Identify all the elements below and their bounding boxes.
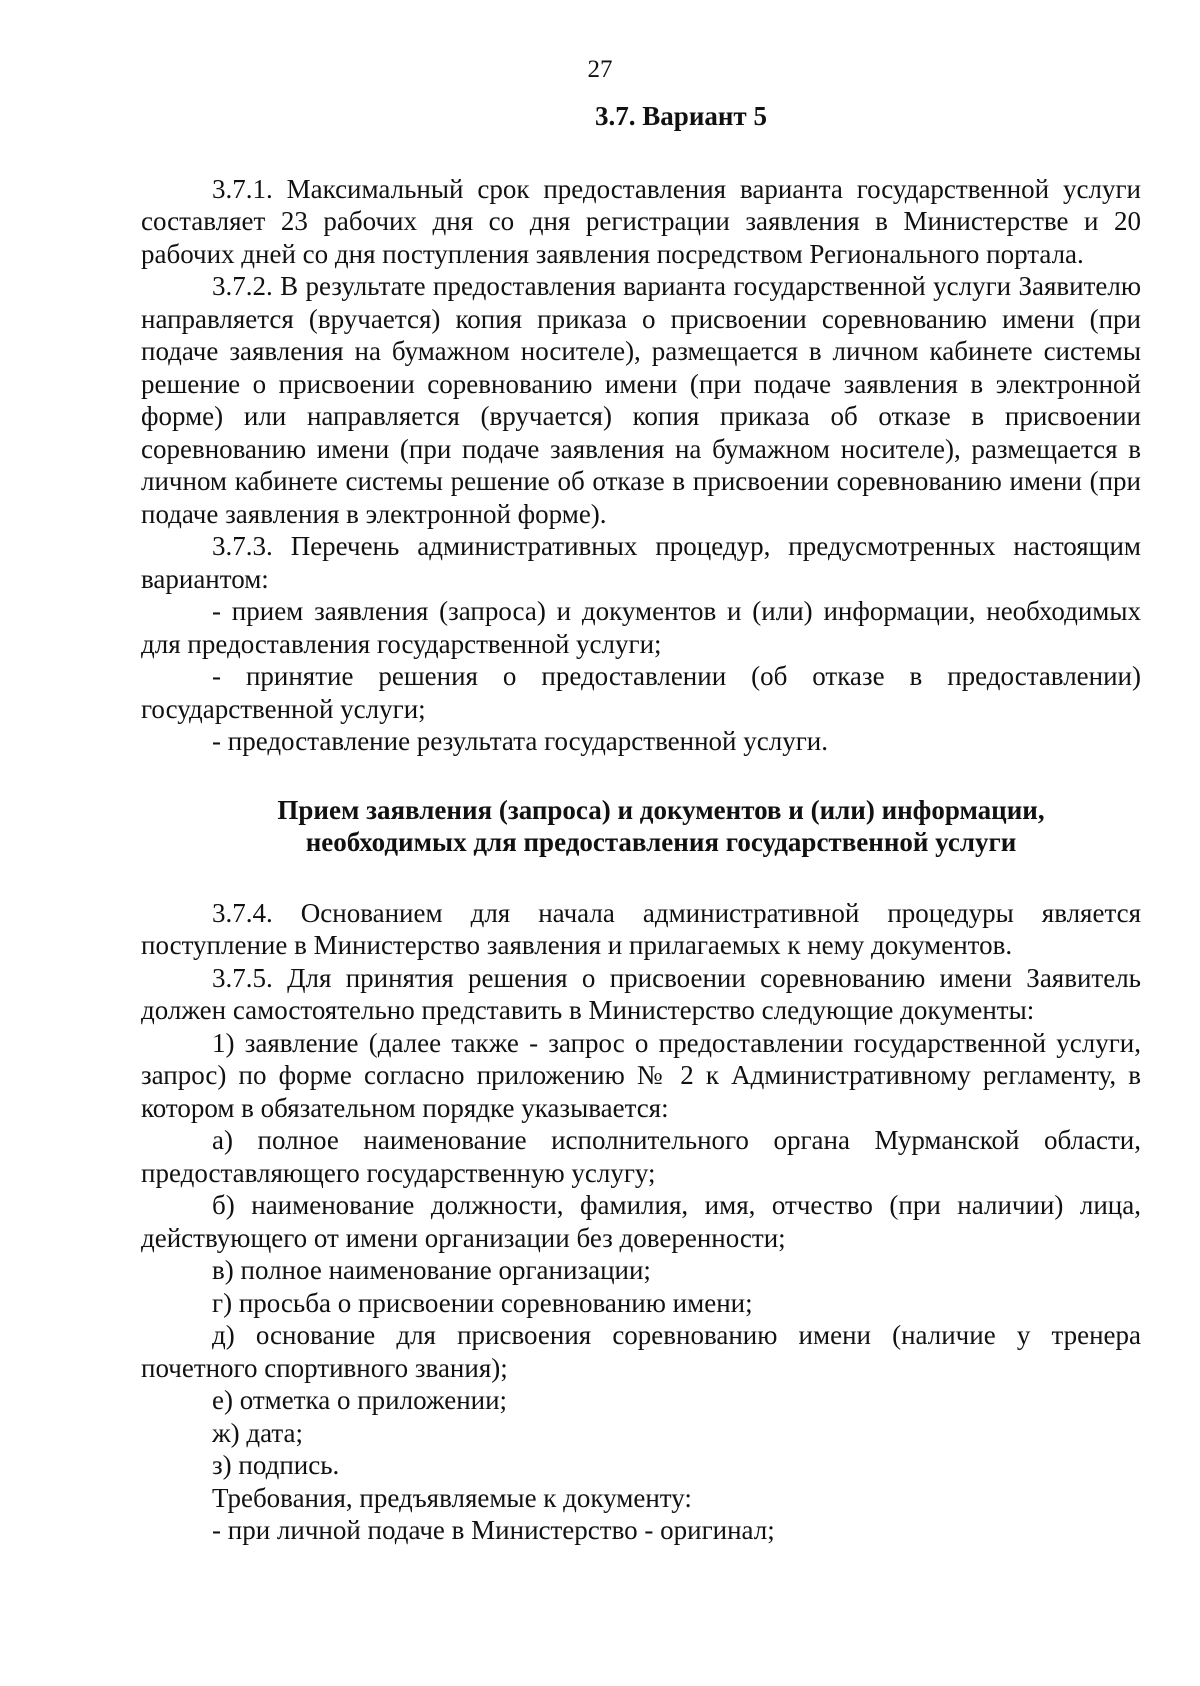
list-item-z: з) подпись.: [212, 1450, 340, 1480]
page-content: [141, 100, 1141, 1547]
page-number: 27: [587, 56, 613, 83]
list-item-a: а) полное наименование исполнительного органа Мурманской области, предоставляющего государственную услугу;: [141, 1125, 1141, 1188]
paragraph-3-7-5: 3.7.5. Для принятия решения о присвоении соревнованию имени Заявитель должен самостоятельно представить в Министерство следующие документы:: [141, 962, 1141, 1025]
list-item-zh: ж) дата;: [212, 1417, 304, 1448]
requirements-heading: Требования, предъявляемые к документу:: [212, 1482, 692, 1513]
section-title: 3.7. Вариант 5: [595, 101, 767, 131]
subsection-heading-line-1: Прием заявления (запроса) и документов и (или) информации,: [277, 794, 1045, 825]
paragraph-3-7-2: 3.7.2. В результате предоставления варианта государственной услуги Заявителю направляется (вручается) копия приказа о присвоении соревнованию имени (при подаче заявления на бумажном носителе), размещается в личном кабинете системы решение о присвоении соревнованию имени (при подаче заявления в электронной форме) или направляется (вручается) копия приказа об отказе в присвоении соревнованию имени (при подаче заявления на бумажном носителе), размещается в личном кабинете системы решение об отказе в присвоении соревнованию имени (при подаче заявления в электронной форме).: [141, 271, 1141, 529]
paragraph-3-7-4: 3.7.4. Основанием для начала административной процедуры является поступление в Министерство заявления и прилагаемых к нему документов.: [141, 897, 1141, 960]
list-item-d: д) основание для присвоения соревнованию имени (наличие у тренера почетного спортивного звания);: [141, 1320, 1141, 1383]
subsection-heading-line-2: необходимых для предоставления государственной услуги: [305, 827, 1017, 857]
paragraph-3-7-1: 3.7.1. Максимальный срок предоставления варианта государственной услуги составляет 23 рабочих дня со дня регистрации заявления в Министерстве и 20 рабочих дней со дня поступления заявления посредством Регионального портала.: [141, 173, 1141, 269]
list-item-v: в) полное наименование организации;: [212, 1255, 651, 1285]
list-item-g: г) просьба о присвоении соревнованию имени;: [212, 1287, 753, 1318]
list-item-procedure-2: - принятие решения о предоставлении (об отказе в предоставлении) государственной услуги;: [141, 661, 1141, 724]
list-item-procedure-3: - предоставление результата государственной услуги.: [212, 726, 828, 756]
requirement-item-1: - при личной подаче в Министерство - оригинал;: [212, 1515, 775, 1545]
subsection-heading: [141, 794, 1141, 859]
list-item-application: 1) заявление (далее также - запрос о предоставлении государственной услуги, запрос) по форме согласно приложению № 2 к Административному регламенту, в котором в обязательном порядке указывается:: [141, 1027, 1141, 1123]
list-item-b: б) наименование должности, фамилия, имя, отчество (при наличии) лица, действующего от имени организации без доверенности;: [141, 1190, 1141, 1253]
list-item-procedure-1: - прием заявления (запроса) и документов и (или) информации, необходимых для предоставления государственной услуги;: [141, 596, 1141, 659]
list-item-e: е) отметка о приложении;: [212, 1385, 508, 1415]
paragraph-3-7-3: 3.7.3. Перечень административных процедур, предусмотренных настоящим вариантом:: [141, 531, 1141, 594]
